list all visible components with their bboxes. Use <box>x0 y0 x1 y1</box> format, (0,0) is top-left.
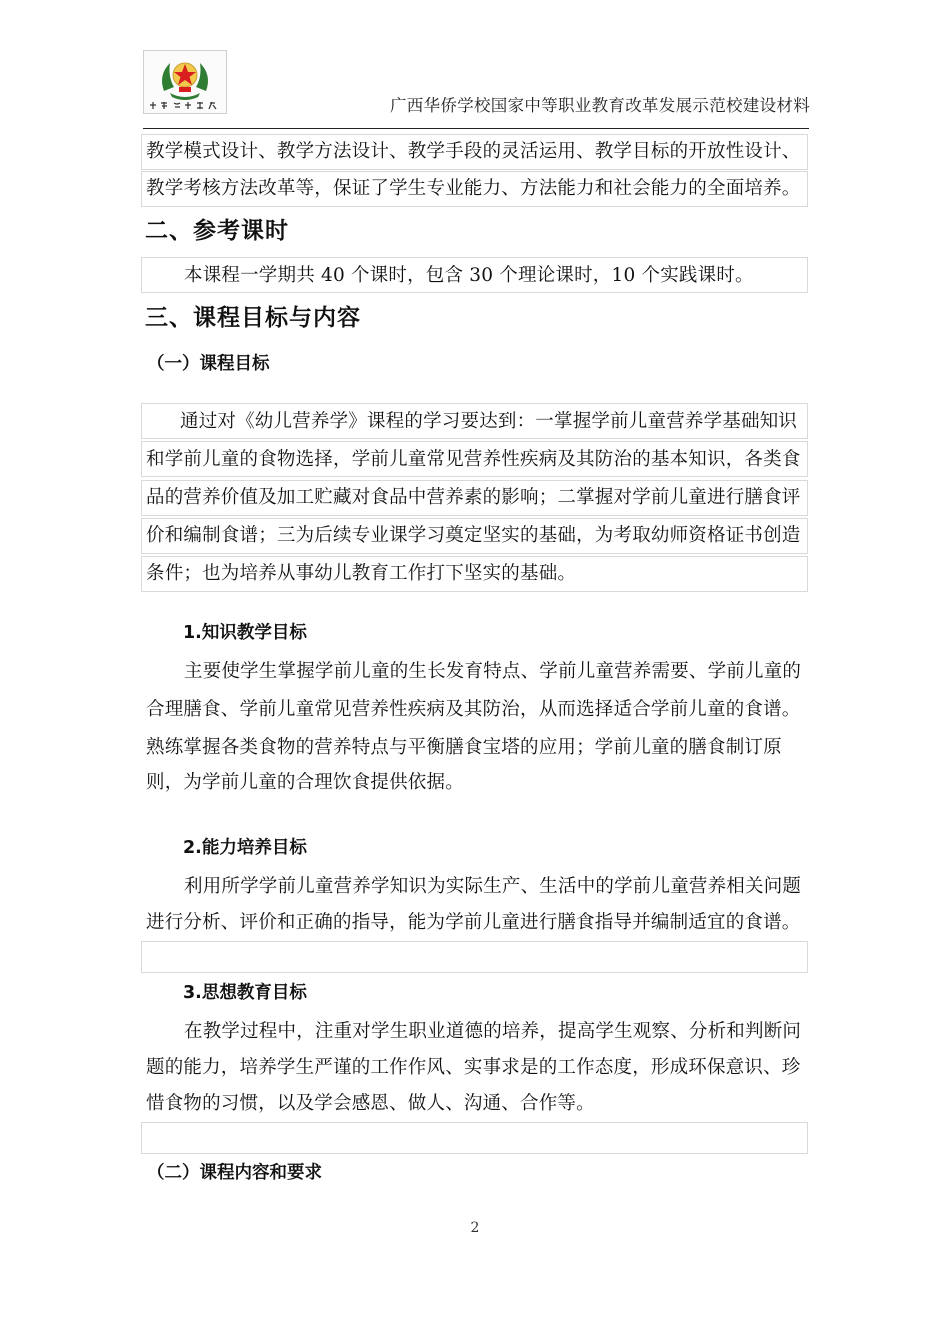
moral-goal-line-3: 惜食物的习惯，以及学会感恩、做人、沟通、合作等。 <box>146 1093 595 1114</box>
school-logo <box>143 50 227 114</box>
intro-line-1: 教学模式设计、教学方法设计、教学手段的灵活运用、教学目标的开放性设计、 <box>146 141 801 162</box>
knowledge-goal-line-4: 则，为学前儿童的合理饮食提供依据。 <box>146 772 464 793</box>
intro-line-2: 教学考核方法改革等，保证了学生专业能力、方法能力和社会能力的全面培养。 <box>146 178 801 199</box>
goals-line-3: 品的营养价值及加工贮藏对食品中营养素的影响；二掌握对学前儿童进行膳食评 <box>146 487 801 508</box>
text-frame <box>141 941 808 973</box>
goals-line-4: 价和编制食谱；三为后续专业课学习奠定坚实的基础，为考取幼师资格证书创造 <box>146 525 801 546</box>
class-hours-text: 本课程一学期共 40 个课时，包含 30 个理论课时，10 个实践课时。 <box>184 265 754 286</box>
school-emblem-icon <box>144 51 226 113</box>
knowledge-goal-line-2: 合理膳食、学前儿童常见营养性疾病及其防治，从而选择适合学前儿童的食谱。 <box>146 699 801 720</box>
section-3-heading: 三、课程目标与内容 <box>145 305 361 331</box>
ability-goal-heading: 2.能力培养目标 <box>183 838 307 858</box>
section-2-heading: 二、参考课时 <box>145 218 289 244</box>
knowledge-goal-line-3: 熟练掌握各类食物的营养特点与平衡膳食宝塔的应用；学前儿童的膳食制订原 <box>146 737 782 758</box>
moral-goal-line-1: 在教学过程中，注重对学生职业道德的培养，提高学生观察、分析和判断问 <box>184 1021 802 1042</box>
subsection-content-heading: （二）课程内容和要求 <box>147 1163 322 1183</box>
ability-goal-line-2: 进行分析、评价和正确的指导，能为学前儿童进行膳食指导并编制适宜的食谱。 <box>146 912 801 933</box>
text-frame <box>141 1122 808 1154</box>
ability-goal-line-1: 利用所学学前儿童营养学知识为实际生产、生活中的学前儿童营养相关问题 <box>184 876 802 897</box>
header-school-title: 广西华侨学校国家中等职业教育改革发展示范校建设材料 <box>390 96 810 115</box>
moral-goal-line-2: 题的能力，培养学生严谨的工作作风、实事求是的工作态度，形成环保意识、珍 <box>146 1057 801 1078</box>
knowledge-goal-line-1: 主要使学生掌握学前儿童的生长发育特点、学前儿童营养需要、学前儿童的 <box>184 661 802 682</box>
goals-line-2: 和学前儿童的食物选择，学前儿童常见营养性疾病及其防治的基本知识，各类食 <box>146 449 801 470</box>
moral-goal-heading: 3.思想教育目标 <box>183 983 307 1003</box>
page-number: 2 <box>470 1220 480 1236</box>
goals-line-5: 条件；也为培养从事幼儿教育工作打下坚实的基础。 <box>146 563 577 584</box>
subsection-course-goals-heading: （一）课程目标 <box>147 354 270 374</box>
goals-line-1: 通过对《幼儿营养学》课程的学习要达到：一掌握学前儿童营养学基础知识 <box>180 411 798 432</box>
header-divider <box>143 128 809 129</box>
knowledge-goal-heading: 1.知识教学目标 <box>183 623 307 643</box>
